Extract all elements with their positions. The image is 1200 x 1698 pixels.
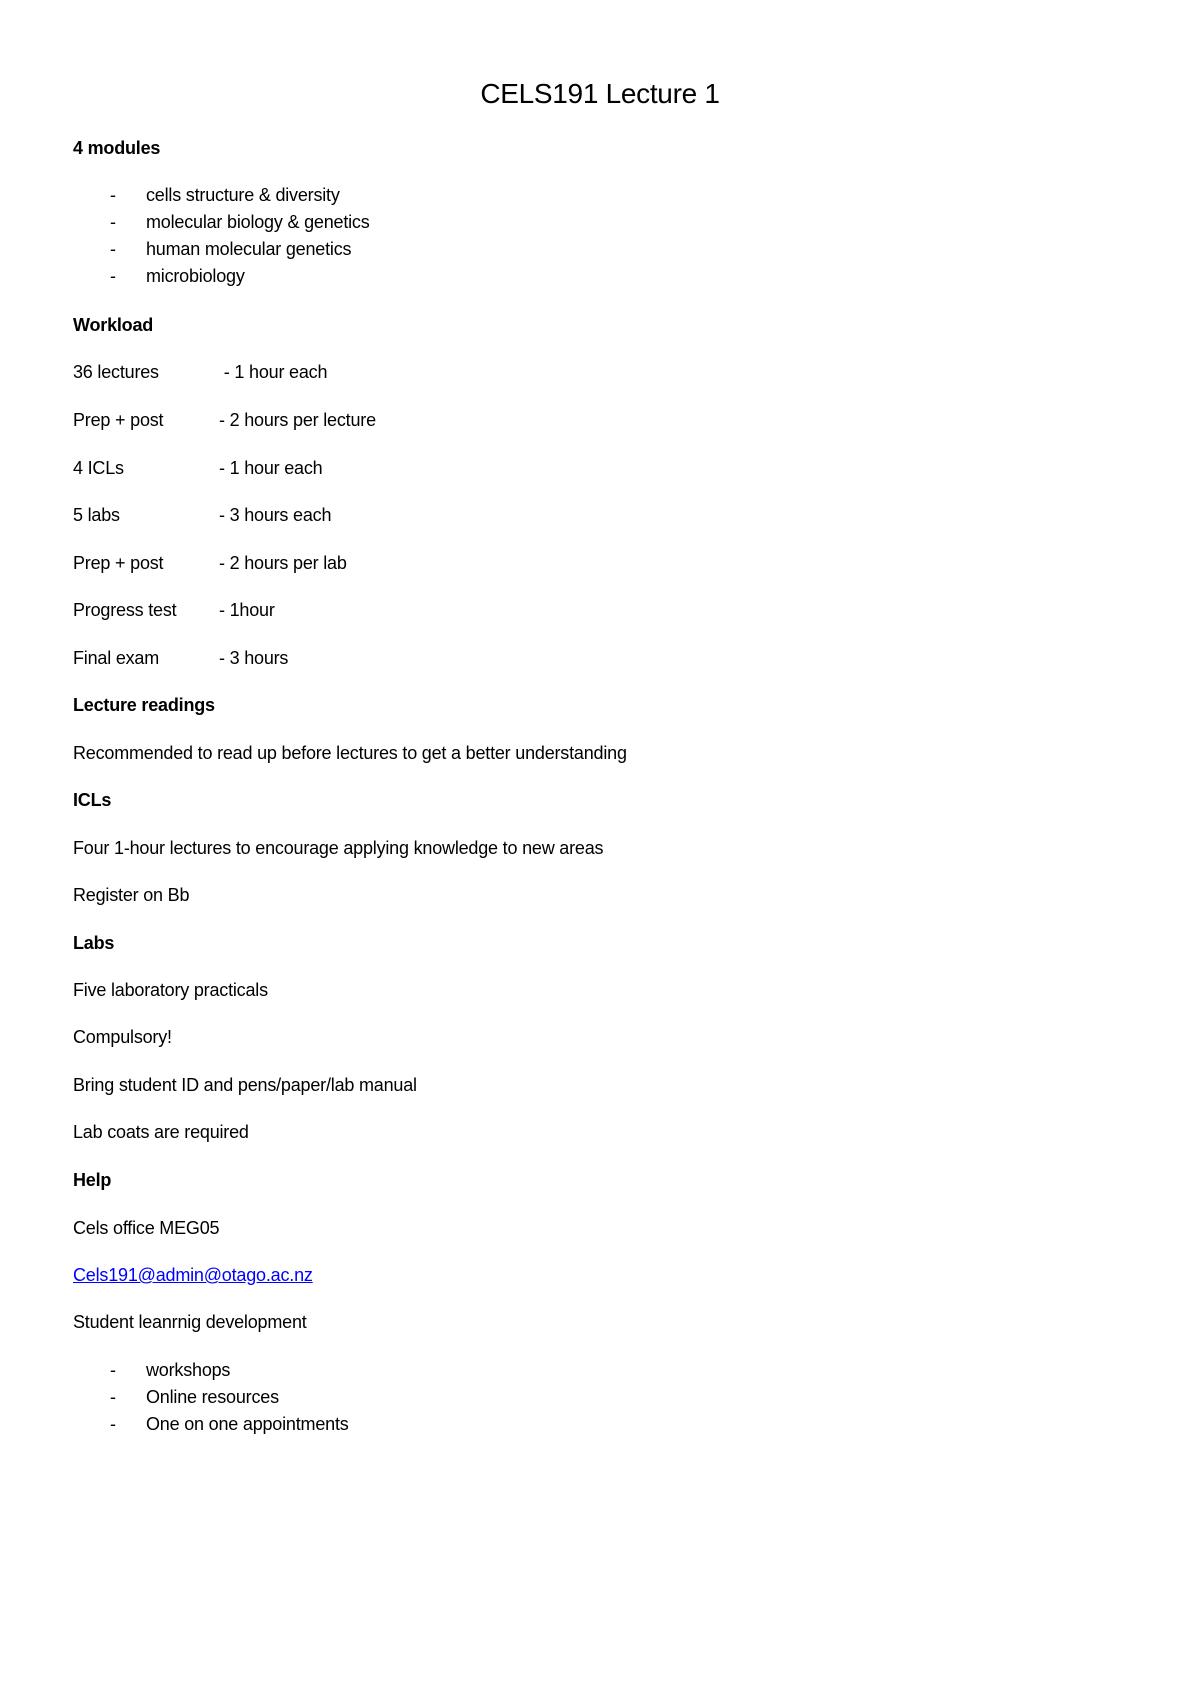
help-list-item (110, 1412, 349, 1436)
workload-row (73, 408, 376, 432)
help-student-learning: Student leanrnig development (73, 1312, 307, 1332)
workload-row (73, 598, 275, 622)
workload-label: Final exam (73, 648, 160, 668)
workload-value: - 3 hours each (219, 505, 332, 525)
labs-heading: Labs (73, 933, 115, 953)
workload-label: 5 labs (73, 505, 120, 525)
workload-row (73, 503, 331, 527)
bullet-dash: - (110, 1360, 116, 1380)
module-item-text: human molecular genetics (146, 239, 352, 259)
labs-text: Compulsory! (73, 1027, 172, 1047)
workload-label: 36 lectures (73, 362, 159, 382)
help-item-text: workshops (146, 1360, 231, 1380)
workload-value: - 1hour (219, 600, 275, 620)
page-title: CELS191 Lecture 1 (480, 78, 720, 109)
help-email-link-row (73, 1263, 313, 1287)
help-item-text: Online resources (146, 1387, 279, 1407)
bullet-dash: - (110, 185, 116, 205)
help-list-item (110, 1358, 230, 1382)
workload-label: Prep + post (73, 410, 164, 430)
workload-row (73, 646, 288, 670)
bullet-dash: - (110, 212, 116, 232)
help-item-text: One on one appointments (146, 1414, 349, 1434)
help-office: Cels office MEG05 (73, 1218, 220, 1238)
workload-label: Progress test (73, 600, 177, 620)
workload-value: - 1 hour each (219, 362, 328, 382)
workload-value: - 2 hours per lab (219, 553, 347, 573)
workload-label: 4 ICLs (73, 458, 124, 478)
workload-value: - 2 hours per lecture (219, 410, 376, 430)
workload-value: - 3 hours (219, 648, 289, 668)
workload-row (73, 456, 322, 480)
workload-label: Prep + post (73, 553, 164, 573)
icls-heading: ICLs (73, 790, 112, 810)
bullet-dash: - (110, 1414, 116, 1434)
workload-value: - 1 hour each (219, 458, 323, 478)
help-email-link[interactable]: Cels191@admin@otago.ac.nz (73, 1265, 313, 1285)
module-list-item (110, 264, 245, 288)
bullet-dash: - (110, 1387, 116, 1407)
workload-row (73, 360, 327, 384)
help-list-item (110, 1385, 279, 1409)
workload-row (73, 551, 347, 575)
module-list-item (110, 183, 340, 207)
icls-text: Register on Bb (73, 885, 190, 905)
lecture-readings-heading: Lecture readings (73, 695, 215, 715)
help-heading: Help (73, 1170, 112, 1190)
lecture-readings-text: Recommended to read up before lectures to get a better understanding (73, 743, 627, 763)
module-item-text: microbiology (146, 266, 245, 286)
icls-text: Four 1-hour lectures to encourage applying knowledge to new areas (73, 838, 604, 858)
labs-text: Five laboratory practicals (73, 980, 268, 1000)
modules-heading: 4 modules (73, 138, 161, 158)
labs-text: Lab coats are required (73, 1122, 249, 1142)
module-item-text: molecular biology & genetics (146, 212, 370, 232)
bullet-dash: - (110, 239, 116, 259)
workload-heading: Workload (73, 315, 154, 335)
module-list-item (110, 237, 351, 261)
module-list-item (110, 210, 370, 234)
labs-text: Bring student ID and pens/paper/lab manual (73, 1075, 417, 1095)
bullet-dash: - (110, 266, 116, 286)
module-item-text: cells structure & diversity (146, 185, 340, 205)
